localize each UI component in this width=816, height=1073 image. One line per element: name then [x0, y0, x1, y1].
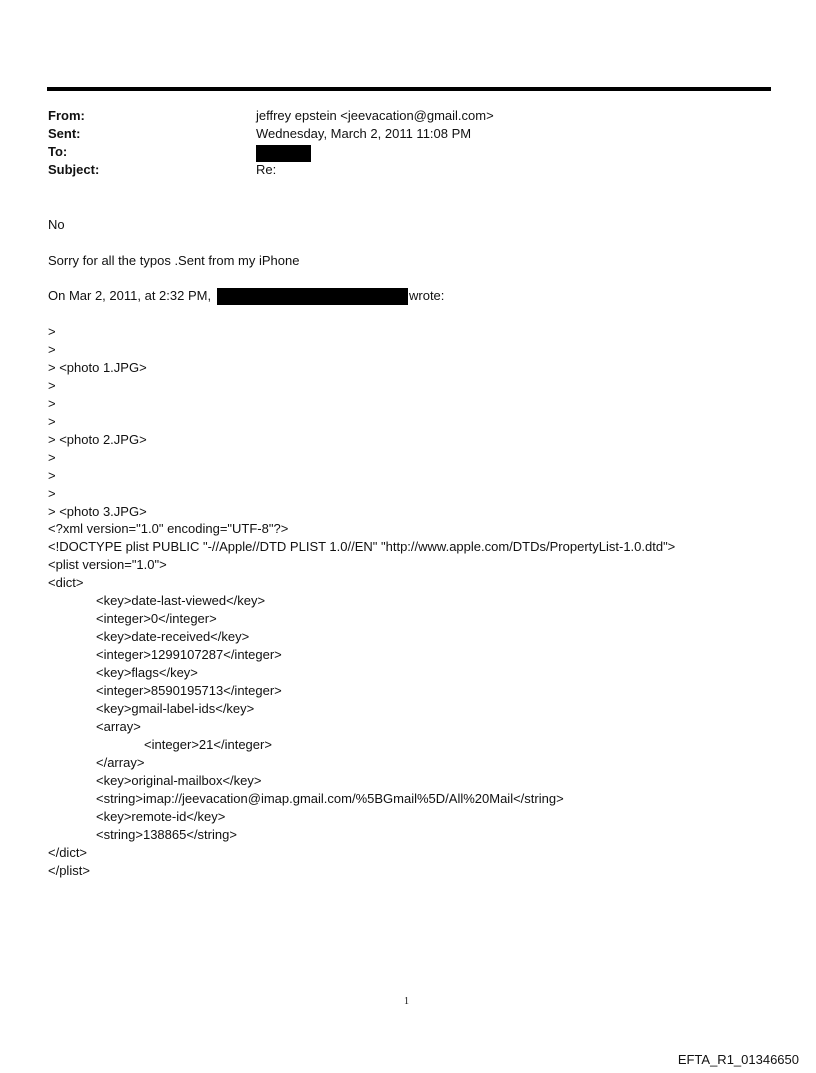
- quoted-line: >: [48, 450, 56, 465]
- plist-line: <plist version="1.0">: [48, 557, 167, 572]
- quoted-line: >: [48, 468, 56, 483]
- quote-suffix: wrote:: [409, 288, 445, 303]
- body-line-typos: Sorry for all the typos .Sent from my iPhone: [48, 253, 300, 268]
- page-number: 1: [404, 996, 409, 1007]
- plist-line: <!DOCTYPE plist PUBLIC "-//Apple//DTD PLIST 1.0//EN" "http://www.apple.com/DTDs/PropertyList-1.0.dtd">: [48, 539, 676, 554]
- to-label: To:: [48, 144, 68, 159]
- plist-line: <integer>21</integer>: [144, 737, 272, 752]
- quoted-line: >: [48, 486, 56, 501]
- plist-line: <array>: [96, 719, 141, 734]
- plist-line: <key>remote-id</key>: [96, 809, 226, 824]
- plist-line: </array>: [96, 755, 145, 770]
- plist-line: <key>original-mailbox</key>: [96, 773, 262, 788]
- to-redaction: [256, 145, 311, 162]
- plist-line: <integer>1299107287</integer>: [96, 647, 282, 662]
- quoted-line: > <photo 3.JPG>: [48, 504, 147, 519]
- document-id: EFTA_R1_01346650: [677, 1052, 799, 1067]
- plist-line: <integer>8590195713</integer>: [96, 683, 282, 698]
- plist-line: <key>flags</key>: [96, 665, 198, 680]
- from-label: From:: [48, 108, 85, 123]
- quoted-line: >: [48, 396, 56, 411]
- header-rule: [47, 87, 771, 91]
- sender-redaction: [217, 288, 408, 305]
- plist-line: <key>date-received</key>: [96, 629, 250, 644]
- quote-attribution: [48, 287, 211, 305]
- quoted-line: >: [48, 378, 56, 393]
- quote-prefix: On Mar 2, 2011, at 2:32 PM,: [48, 288, 212, 303]
- plist-line: <key>date-last-viewed</key>: [96, 593, 266, 608]
- plist-line: </plist>: [48, 863, 90, 878]
- plist-line: <integer>0</integer>: [96, 611, 217, 626]
- plist-line: <string>138865</string>: [96, 827, 237, 842]
- quoted-line: >: [48, 414, 56, 429]
- plist-line: </dict>: [48, 845, 88, 860]
- quoted-line: >: [48, 342, 56, 357]
- plist-line: <string>imap://jeevacation@imap.gmail.com/%5BGmail%5D/All%20Mail</string>: [96, 791, 564, 806]
- quoted-line: >: [48, 324, 56, 339]
- sent-value: Wednesday, March 2, 2011 11:08 PM: [256, 126, 472, 141]
- subject-value: Re:: [256, 162, 277, 177]
- quoted-line: > <photo 2.JPG>: [48, 432, 147, 447]
- plist-line: <key>gmail-label-ids</key>: [96, 701, 255, 716]
- plist-line: <dict>: [48, 575, 84, 590]
- subject-label: Subject:: [48, 162, 100, 177]
- from-value: jeffrey epstein <jeevacation@gmail.com>: [256, 108, 494, 123]
- plist-line: <?xml version="1.0" encoding="UTF-8"?>: [48, 521, 289, 536]
- quoted-line: > <photo 1.JPG>: [48, 360, 147, 375]
- sent-label: Sent:: [48, 126, 81, 141]
- body-line-no: No: [48, 217, 65, 232]
